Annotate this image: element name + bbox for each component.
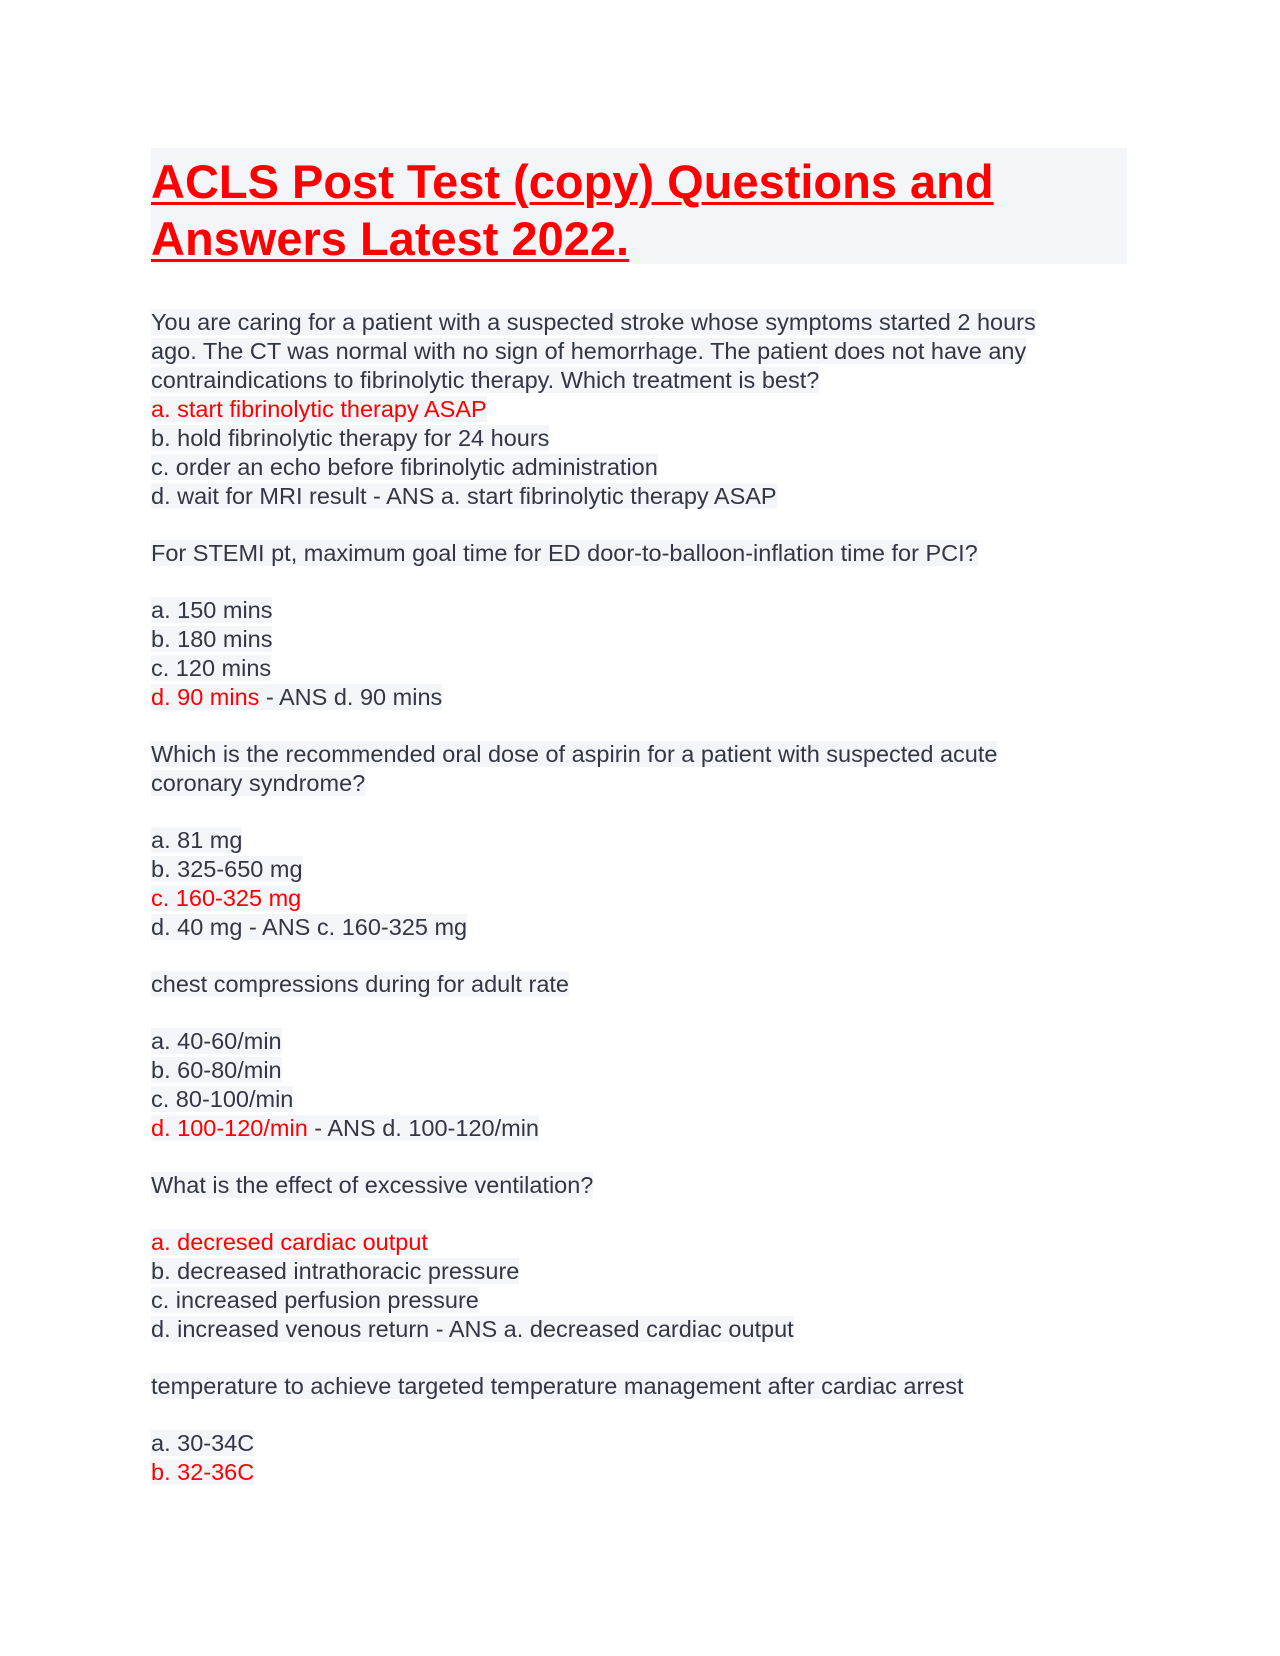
title-line-2: Answers Latest 2022. xyxy=(151,212,630,265)
answer-key: - ANS c. 160-325 mg xyxy=(242,914,468,940)
answer-option xyxy=(151,1228,1127,1257)
question-block xyxy=(151,740,1127,942)
question-stem-line: You are caring for a patient with a suspected stroke whose symptoms started 2 hours xyxy=(151,309,1036,335)
answer-option: d. 40 mg - ANS c. 160-325 mg xyxy=(151,914,468,940)
answer-option: c. 120 mins xyxy=(151,655,272,681)
answer-option: d. wait for MRI result - ANS a. start fibrinolytic therapy ASAP xyxy=(151,483,777,509)
correct-option: a. start fibrinolytic therapy ASAP xyxy=(151,396,487,422)
question-block xyxy=(151,1171,1127,1344)
correct-option: d. 100-120/min xyxy=(151,1115,308,1141)
answer-option xyxy=(151,884,1127,913)
question-stem-line: Which is the recommended oral dose of aspirin for a patient with suspected acute xyxy=(151,741,998,767)
answer-key: - ANS a. decreased cardiac output xyxy=(429,1316,794,1342)
answer-option: b. 180 mins xyxy=(151,626,273,652)
correct-option: c. 160-325 mg xyxy=(151,885,302,911)
answer-key: - ANS a. start fibrinolytic therapy ASAP xyxy=(366,483,777,509)
correct-option: b. 32-36C xyxy=(151,1459,255,1485)
question-block xyxy=(151,308,1127,511)
answer-key: - ANS d. 90 mins xyxy=(259,684,443,710)
question-block xyxy=(151,1372,1127,1487)
answer-option xyxy=(151,1114,1127,1143)
answer-option: a. 30-34C xyxy=(151,1430,255,1456)
question-stem-line: What is the effect of excessive ventilation? xyxy=(151,1172,594,1198)
answer-option: a. 81 mg xyxy=(151,827,243,853)
answer-option: a. 150 mins xyxy=(151,597,273,623)
answer-option: b. decreased intrathoracic pressure xyxy=(151,1258,520,1284)
question-stem-line: ago. The CT was normal with no sign of hemorrhage. The patient does not have any xyxy=(151,338,1027,364)
answer-option: b. 60-80/min xyxy=(151,1057,282,1083)
question-stem-line: For STEMI pt, maximum goal time for ED door-to-balloon-inflation time for PCI? xyxy=(151,540,978,566)
answer-option: d. increased venous return - ANS a. decreased cardiac output xyxy=(151,1316,794,1342)
answer-option xyxy=(151,683,1127,712)
question-block xyxy=(151,970,1127,1143)
answer-option: c. increased perfusion pressure xyxy=(151,1287,479,1313)
question-list xyxy=(151,308,1127,1487)
question-stem-line: coronary syndrome? xyxy=(151,770,366,796)
answer-option: a. 40-60/min xyxy=(151,1028,282,1054)
answer-option xyxy=(151,395,1127,424)
answer-option xyxy=(151,1458,1127,1487)
answer-option: c. 80-100/min xyxy=(151,1086,294,1112)
correct-option: d. 90 mins xyxy=(151,684,260,710)
question-stem-line: chest compressions during for adult rate xyxy=(151,971,569,997)
answer-option: c. order an echo before fibrinolytic administration xyxy=(151,454,658,480)
question-stem-line: contraindications to fibrinolytic therapy. Which treatment is best? xyxy=(151,367,820,393)
title-line-1: ACLS Post Test (copy) Questions and xyxy=(151,155,994,208)
question-stem-line: temperature to achieve targeted temperature management after cardiac arrest xyxy=(151,1373,964,1399)
question-block xyxy=(151,539,1127,712)
correct-option: a. decresed cardiac output xyxy=(151,1229,428,1255)
document-title xyxy=(151,148,1127,264)
answer-option: b. 325-650 mg xyxy=(151,856,303,882)
document-page xyxy=(151,148,1127,1487)
answer-option: b. hold fibrinolytic therapy for 24 hours xyxy=(151,425,550,451)
answer-key: - ANS d. 100-120/min xyxy=(307,1115,539,1141)
